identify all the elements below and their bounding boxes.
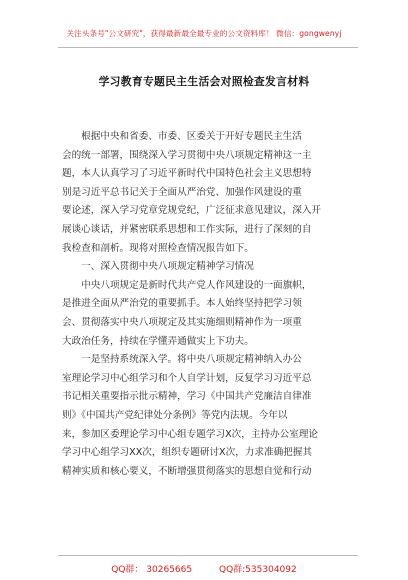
body-line: 则》《中国共产党纪律处分条例》等党内法规。今年以 bbox=[62, 409, 288, 421]
body-line: 是推进全面从严治党的重要抓手。本人始终坚持把学习领 bbox=[62, 298, 302, 310]
body-line: 根据中央和省委、市委、区委关于开好专题民主生活 bbox=[62, 131, 302, 142]
body-line: 精神实质和核心要义，不断增强贯彻落实的思想自觉和行动 bbox=[62, 465, 312, 477]
body-line: 别是习近平总书记关于全面从严治党、加强作风建设的重 bbox=[62, 186, 302, 198]
body-line: 大政治任务，持续在学懂弄通做实上下功夫。 bbox=[62, 335, 254, 347]
section-heading: 一、深入贯彻中央八项规定精神学习情况 bbox=[62, 261, 254, 273]
body-line: 一是坚持系统深入学。将中央八项规定精神纳入办公 bbox=[62, 354, 302, 366]
footer-divider bbox=[58, 555, 358, 556]
document-title: 学习教育专题民主生活会对照检查发言材料 bbox=[98, 75, 310, 88]
body-line: 会的统一部署，围绕深入学习贯彻中央八项规定精神这一主 bbox=[62, 149, 312, 161]
body-line: 展谈心谈话，并紧密联系思想和工作实际，进行了深刻的自 bbox=[62, 223, 312, 235]
body-line: 中央八项规定是新时代共产党人作风建设的一面旗帜， bbox=[62, 279, 312, 291]
body-line: 我检查和剖析。现将对照检查情况报告如下。 bbox=[62, 242, 254, 254]
footer-qq-group-2: QQ群:535304092 bbox=[218, 565, 297, 575]
footer-qq-group-1: QQ群： 30265665 bbox=[111, 565, 193, 575]
page-footer bbox=[0, 562, 408, 575]
body-line: 室理论学习中心组学习和个人自学计划，反复学习习近平总 bbox=[62, 372, 312, 384]
body-line: 要论述，深入学习党章党规党纪，广泛征求意见建议，深入开 bbox=[62, 205, 322, 217]
body-line: 学习中心组学习XX次，组织专题研讨X次，力求准确把握其 bbox=[62, 447, 312, 459]
document-body bbox=[62, 128, 354, 481]
body-line: 题，本人认真学习了习近平新时代中国特色社会主义思想特 bbox=[62, 168, 312, 180]
body-line: 书记相关重要指示批示精神，学习《中国共产党廉洁自律准 bbox=[62, 391, 312, 403]
header-divider bbox=[58, 47, 358, 48]
body-line: 来，参加区委理论学习中心组专题学习X次，主持办公室理论 bbox=[62, 428, 319, 440]
body-line: 会、贯彻落实中央八项规定及其实施细则精神作为一项重 bbox=[62, 316, 302, 328]
page-header-banner: 关注头条号"公文研究"，获得最新最全最专业的公文资料库！ 微信：gongwenyj bbox=[66, 29, 342, 38]
